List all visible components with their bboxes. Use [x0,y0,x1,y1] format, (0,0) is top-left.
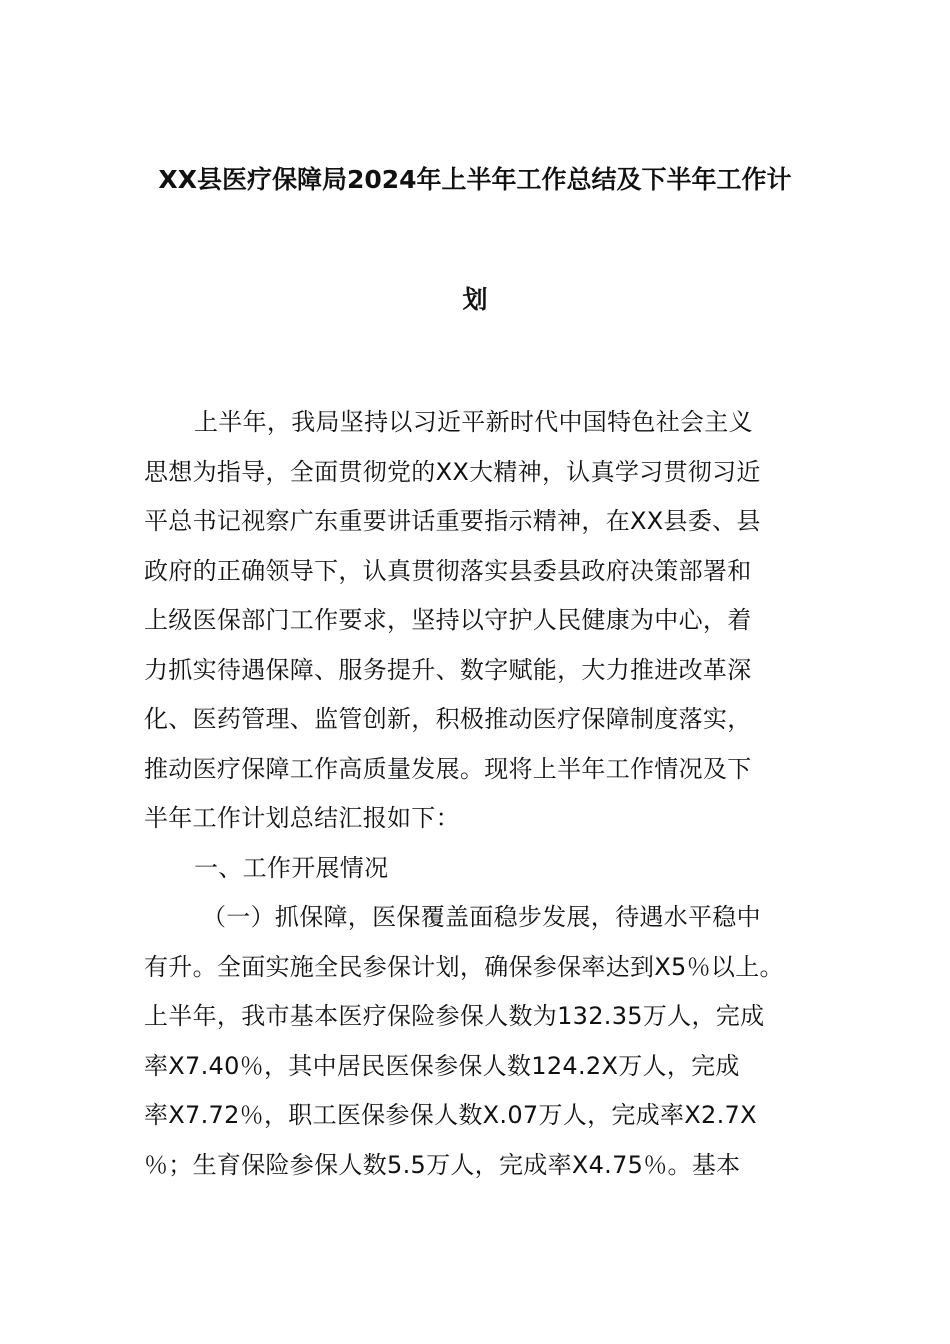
paragraph-line: 率X7.40％，其中居民医保参保人数124.2X万人，完成 [144,1051,740,1080]
document-title-line-2: 划 [462,285,488,314]
subsection-heading-line: （一）抓保障，医保覆盖面稳步发展，待遇水平稳中 [202,903,761,931]
paragraph-line: 政府的正确领导下，认真贯彻落实县委县政府决策部署和 [144,556,752,585]
document-title-line-1: XX县医疗保障局2024年上半年工作总结及下半年工作计 [158,165,792,194]
paragraph-line: 平总书记视察广东重要讲话重要指示精神，在XX县委、县 [144,507,761,535]
paragraph-line: 化、医药管理、监管创新，积极推动医疗保障制度落实， [144,705,752,733]
paragraph-line: 上半年，我市基本医疗保险参保人数为132.35万人，完成 [144,1002,765,1030]
paragraph-line: 有升。全面实施全民参保计划，确保参保率达到X5％以上。 [144,952,784,981]
paragraph-line: 半年工作计划总结汇报如下： [144,804,460,832]
paragraph-line: 思想为指导，全面贯彻党的XX大精神，认真学习贯彻习近 [144,457,761,486]
paragraph-line: 上半年，我局坚持以习近平新时代中国特色社会主义 [194,408,753,436]
paragraph-line: 推动医疗保障工作高质量发展。现将上半年工作情况及下 [144,754,752,783]
document-body [144,398,834,1190]
paragraph-line: 率X7.72％，职工医保参保人数X.07万人，完成率X2.7X [144,1101,757,1129]
paragraph-line: ％；生育保险参保人数5.5万人，完成率X4.75％。基本 [144,1150,741,1179]
paragraph-line: 上级医保部门工作要求，坚持以守护人民健康为中心，着 [144,606,752,634]
paragraph-line: 力抓实待遇保障、服务提升、数字赋能，大力推进改革深 [144,655,752,684]
section-heading: 一、工作开展情况 [194,853,389,882]
